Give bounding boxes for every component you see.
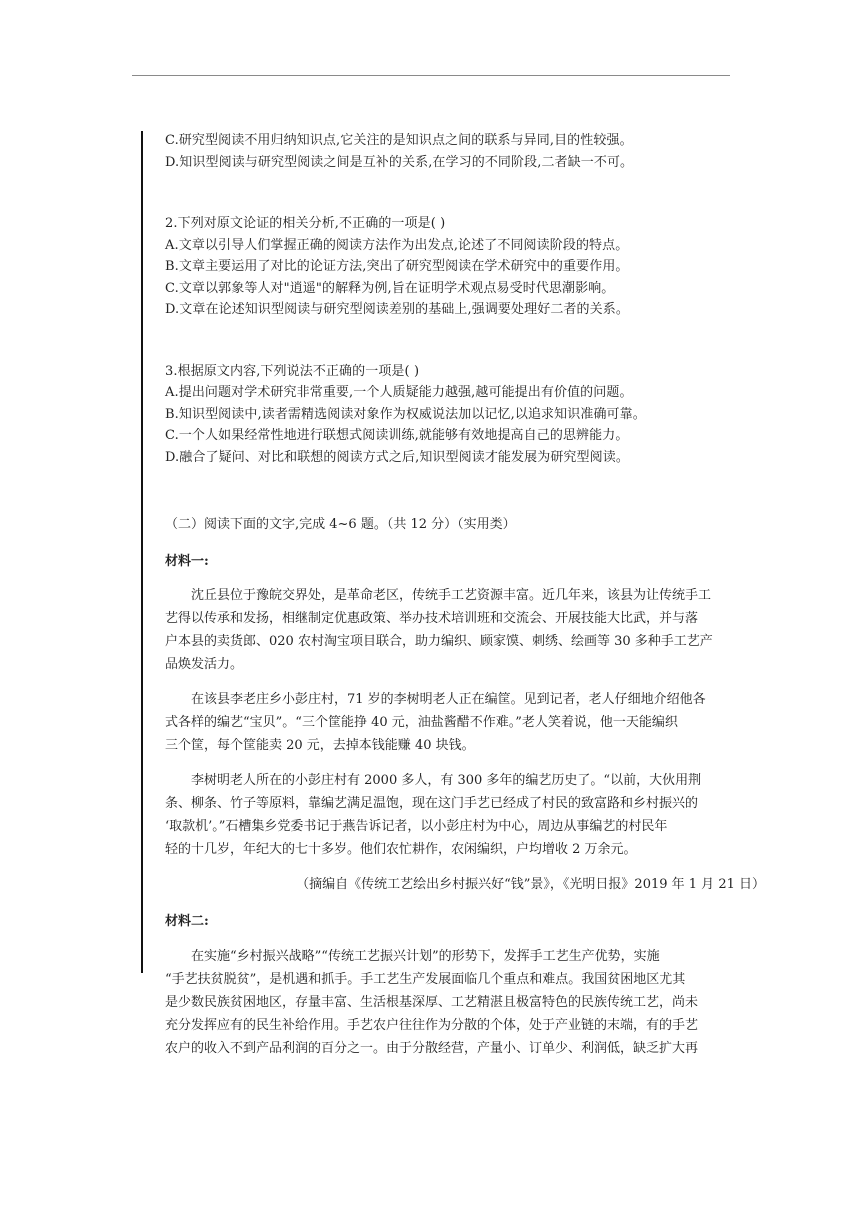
option-b: B.文章主要运用了对比的论证方法,突出了研究型阅读在学术研究中的重要作用。 — [165, 259, 629, 274]
material-1-paragraph — [165, 688, 775, 757]
paragraph-line: 在该县李老庄乡小彭庄村，71 岁的李树明老人正在编筐。见到记者，老人仔细地介绍他各 — [191, 692, 706, 707]
option-d: D.融合了疑问、对比和联想的阅读方式之后,知识型阅读才能发展为研究型阅读。 — [165, 449, 629, 465]
option-a: A.提出问题对学术研究非常重要,一个人质疑能力越强,越可能提出有价值的问题。 — [165, 385, 633, 400]
paragraph-line: 充分发挥应有的民生补给作用。手艺农户往往作为分散的个体，处于产业链的末端，有的手艺 — [165, 1017, 699, 1033]
paragraph-line: “手艺扶贫脱贫”，是机遇和抓手。手工艺生产发展面临几个重点和难点。我国贫困地区尤其 — [165, 971, 686, 987]
paragraph-line: 是少数民族贫困地区，存量丰富、生活根基深厚、工艺精湛且极富特色的民族传统工艺，尚未 — [165, 994, 699, 1010]
q1-options-tail — [165, 130, 775, 173]
material-2-paragraph — [165, 945, 775, 1060]
material-1-source: （摘编自《传统工艺绘出乡村振兴好“钱”景》，《光明日报》2019 年 1 月 21 日） — [296, 877, 765, 892]
paragraph-line: 李树明老人所在的小彭庄村有 2000 多人，有 300 多年的编艺历史了。“以前，大伙用荆 — [191, 773, 702, 788]
paragraph-line: 三个筐，每个筐能卖 20 元，去掉本钱能赚 40 块钱。 — [165, 738, 475, 753]
section-2-heading: （二）阅读下面的文字,完成 4~6 题。（共 12 分）（实用类） — [165, 517, 516, 532]
material-1-label: 材料一: — [165, 553, 209, 569]
paragraph-line: 轻的十几岁，年纪大的七十多岁。他们农忙耕作，农闲编织，户均增收 2 万余元。 — [165, 842, 637, 857]
material-1-paragraph — [165, 769, 775, 861]
option-c: C.文章以郭象等人对"逍遥"的解释为例,旨在证明学术观点易受时代思潮影响。 — [165, 280, 615, 296]
question-stem: 3.根据原文内容,下列说法不正确的一项是( ) — [165, 363, 420, 379]
option-c: C.研究型阅读不用归纳知识点,它关注的是知识点之间的联系与异同,目的性较强。 — [165, 133, 633, 148]
paragraph-line: 在实施“乡村振兴战略”“传统工艺振兴计划”的形势下，发挥手工艺生产优势，实施 — [191, 948, 660, 964]
paragraph-line: 品焕发活力。 — [165, 657, 244, 672]
paragraph-line: 艺得以传承和发扬，相继制定优惠政策、举办技术培训班和交流会、开展技能大比武，并与落 — [165, 611, 699, 626]
paragraph-line: 农户的收入不到产品利润的百分之一。由于分散经营，产量小、订单少、利润低，缺乏扩大再 — [165, 1040, 699, 1056]
option-c: C.一个人如果经常性地进行联想式阅读训练,就能够有效地提高自己的思辨能力。 — [165, 428, 629, 443]
option-d: D.知识型阅读与研究型阅读之间是互补的关系,在学习的不同阶段,二者缺一不可。 — [165, 154, 634, 170]
material-2-label: 材料二: — [165, 914, 209, 929]
paragraph-line: 户本县的卖货郎、020 农村淘宝项目联合，助力编织、顾家馍、刺绣、绘画等 30 多种手工艺产 — [165, 634, 713, 649]
question-stem: 2.下列对原文论证的相关分析,不正确的一项是( ) — [165, 216, 446, 231]
option-d: D.文章在论述知识型阅读与研究型阅读差别的基础上,强调要处理好二者的关系。 — [165, 302, 629, 317]
margin-bar — [141, 131, 143, 973]
option-a: A.文章以引导人们掌握正确的阅读方法作为出发点,论述了不同阅读阶段的特点。 — [165, 237, 629, 253]
question-2 — [165, 213, 775, 321]
paragraph-line: 条、柳条、竹子等原料，靠编艺满足温饱，现在这门手艺已经成了村民的致富路和乡村振兴的 — [165, 796, 699, 811]
paragraph-line: 式各样的编艺“宝贝”。“三个筐能挣 40 元，油盐酱醋不作难。”老人笑着说，他一天能编织 — [165, 715, 678, 730]
question-3 — [165, 361, 775, 469]
paragraph-line: ‘取款机’。”石槽集乡党委书记于燕告诉记者，以小彭庄村为中心，周边从事编艺的村民年 — [165, 819, 668, 834]
material-1-paragraph — [165, 584, 775, 676]
header-rule — [132, 75, 730, 76]
option-b: B.知识型阅读中,读者需精选阅读对象作为权威说法加以记忆,以追求知识准确可靠。 — [165, 406, 646, 422]
paragraph-line: 沈丘县位于豫皖交界处，是革命老区，传统手工艺资源丰富。近几年来，该县为让传统手工 — [191, 588, 712, 603]
page-content — [165, 130, 775, 1060]
